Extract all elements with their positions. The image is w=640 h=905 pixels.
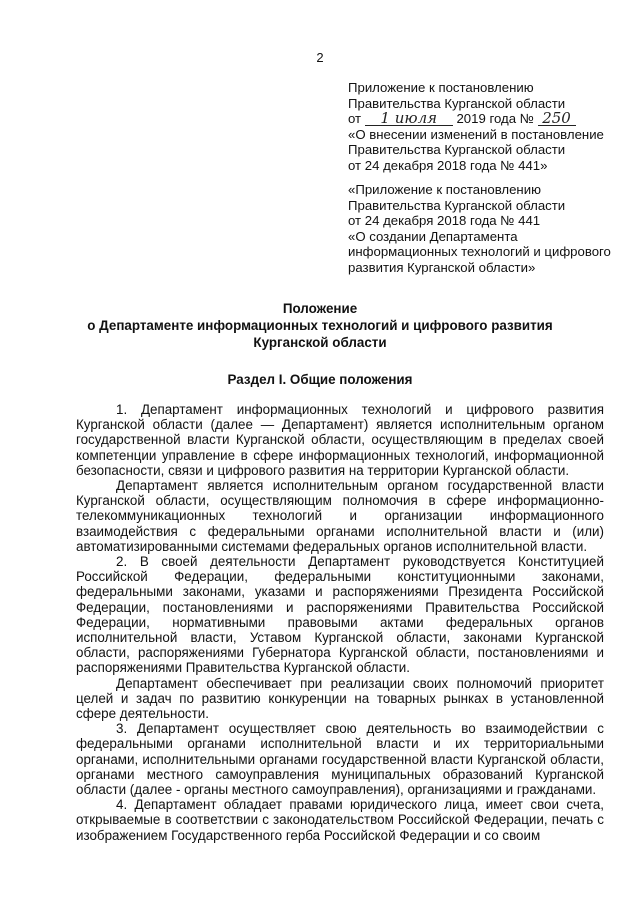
paragraph: Департамент обеспечивает при реализации своих полномочий приоритет целей и задач по развитию конкуренции на товарных рынках в установленной сфере деятельности. (76, 675, 604, 722)
appendix-line: Правительства Курганской области (348, 142, 566, 158)
appendix-line: от 24 декабря 2018 года № 441 (348, 213, 541, 229)
appendix-line: Правительства Курганской области (348, 95, 566, 111)
appendix-line: Приложение к постановлению (348, 80, 534, 95)
handwritten-date: 1 июля (365, 112, 453, 126)
appendix-block-original (348, 182, 628, 276)
appendix-line: «О создании Департамента (348, 228, 518, 244)
appendix-line: «О внесении изменений в постановление (348, 126, 604, 142)
title-line: Курганской области (253, 335, 387, 350)
section-heading: Раздел I. Общие положения (227, 372, 413, 387)
appendix-line: Правительства Курганской области (348, 197, 566, 213)
appendix-line: развития Курганской области» (348, 259, 536, 275)
paragraph: 4. Департамент обладает правами юридического лица, имеет свои счета, открываемые в соответствии с законодательством Российской Федерации, печать с изображением Государственного герба Российской Федерации и со своим (76, 797, 604, 843)
appendix-line: информационных технологий и цифрового (348, 244, 611, 260)
document-body (76, 402, 604, 843)
appendix-line: «Приложение к постановлению (348, 182, 541, 197)
paragraph: 2. В своей деятельности Департамент руководствуется Конституцией Российской Федерации, федеральными конституционными законами, федеральными законами, указами и распоряжениями Президента Российской Федерации, постановлениями и распоряжениями Правительства Российской Федерации, нормативными правовыми актами федеральных органов исполнительной власти, Уставом Курганской области, законами Курганской области, распоряжениями Губернатора Курганской области, постановлениями и распоряжениями Правительства Курганской области. (76, 554, 604, 676)
title-line: Положение (282, 301, 358, 316)
paragraph: 1. Департамент информационных технологий и цифрового развития Курганской области (далее — Департамент) является исполнительным органом государственной власти Курганской области, осуществляющим в пределах своей компетенции управление в сфере информационных технологий, информационной безопасности, связи и цифрового развития на территории Курганской области. (76, 402, 604, 478)
document-title (0, 300, 640, 351)
page-number: 2 (316, 50, 324, 65)
appendix-date-line (348, 111, 628, 127)
from-label: от (348, 111, 362, 127)
paragraph: 3. Департамент осуществляет свою деятельность во взаимодействии с федеральными органами исполнительной власти и их территориальными органами, исполнительными органами государственной власти Курганской области, органами местного самоуправления муниципальных образований Курганской области (далее - органы местного самоуправления), организациями и гражданами. (76, 721, 604, 798)
appendix-block-amendment (348, 80, 628, 174)
appendix-line: от 24 декабря 2018 года № 441» (348, 157, 548, 173)
title-line: о Департаменте информационных технологий и цифрового развития (87, 318, 553, 333)
paragraph: Департамент является исполнительным органом государственной власти Курганской области, осуществляющим полномочия в сфере информационно-телекоммуникационных технологий и организации информационного взаимодействия с федеральными органами исполнительной власти и (или) автоматизированными системами федеральных органов исполнительной власти. (76, 478, 604, 554)
year-text: 2019 года № (456, 111, 534, 127)
handwritten-number: 250 (538, 112, 576, 126)
